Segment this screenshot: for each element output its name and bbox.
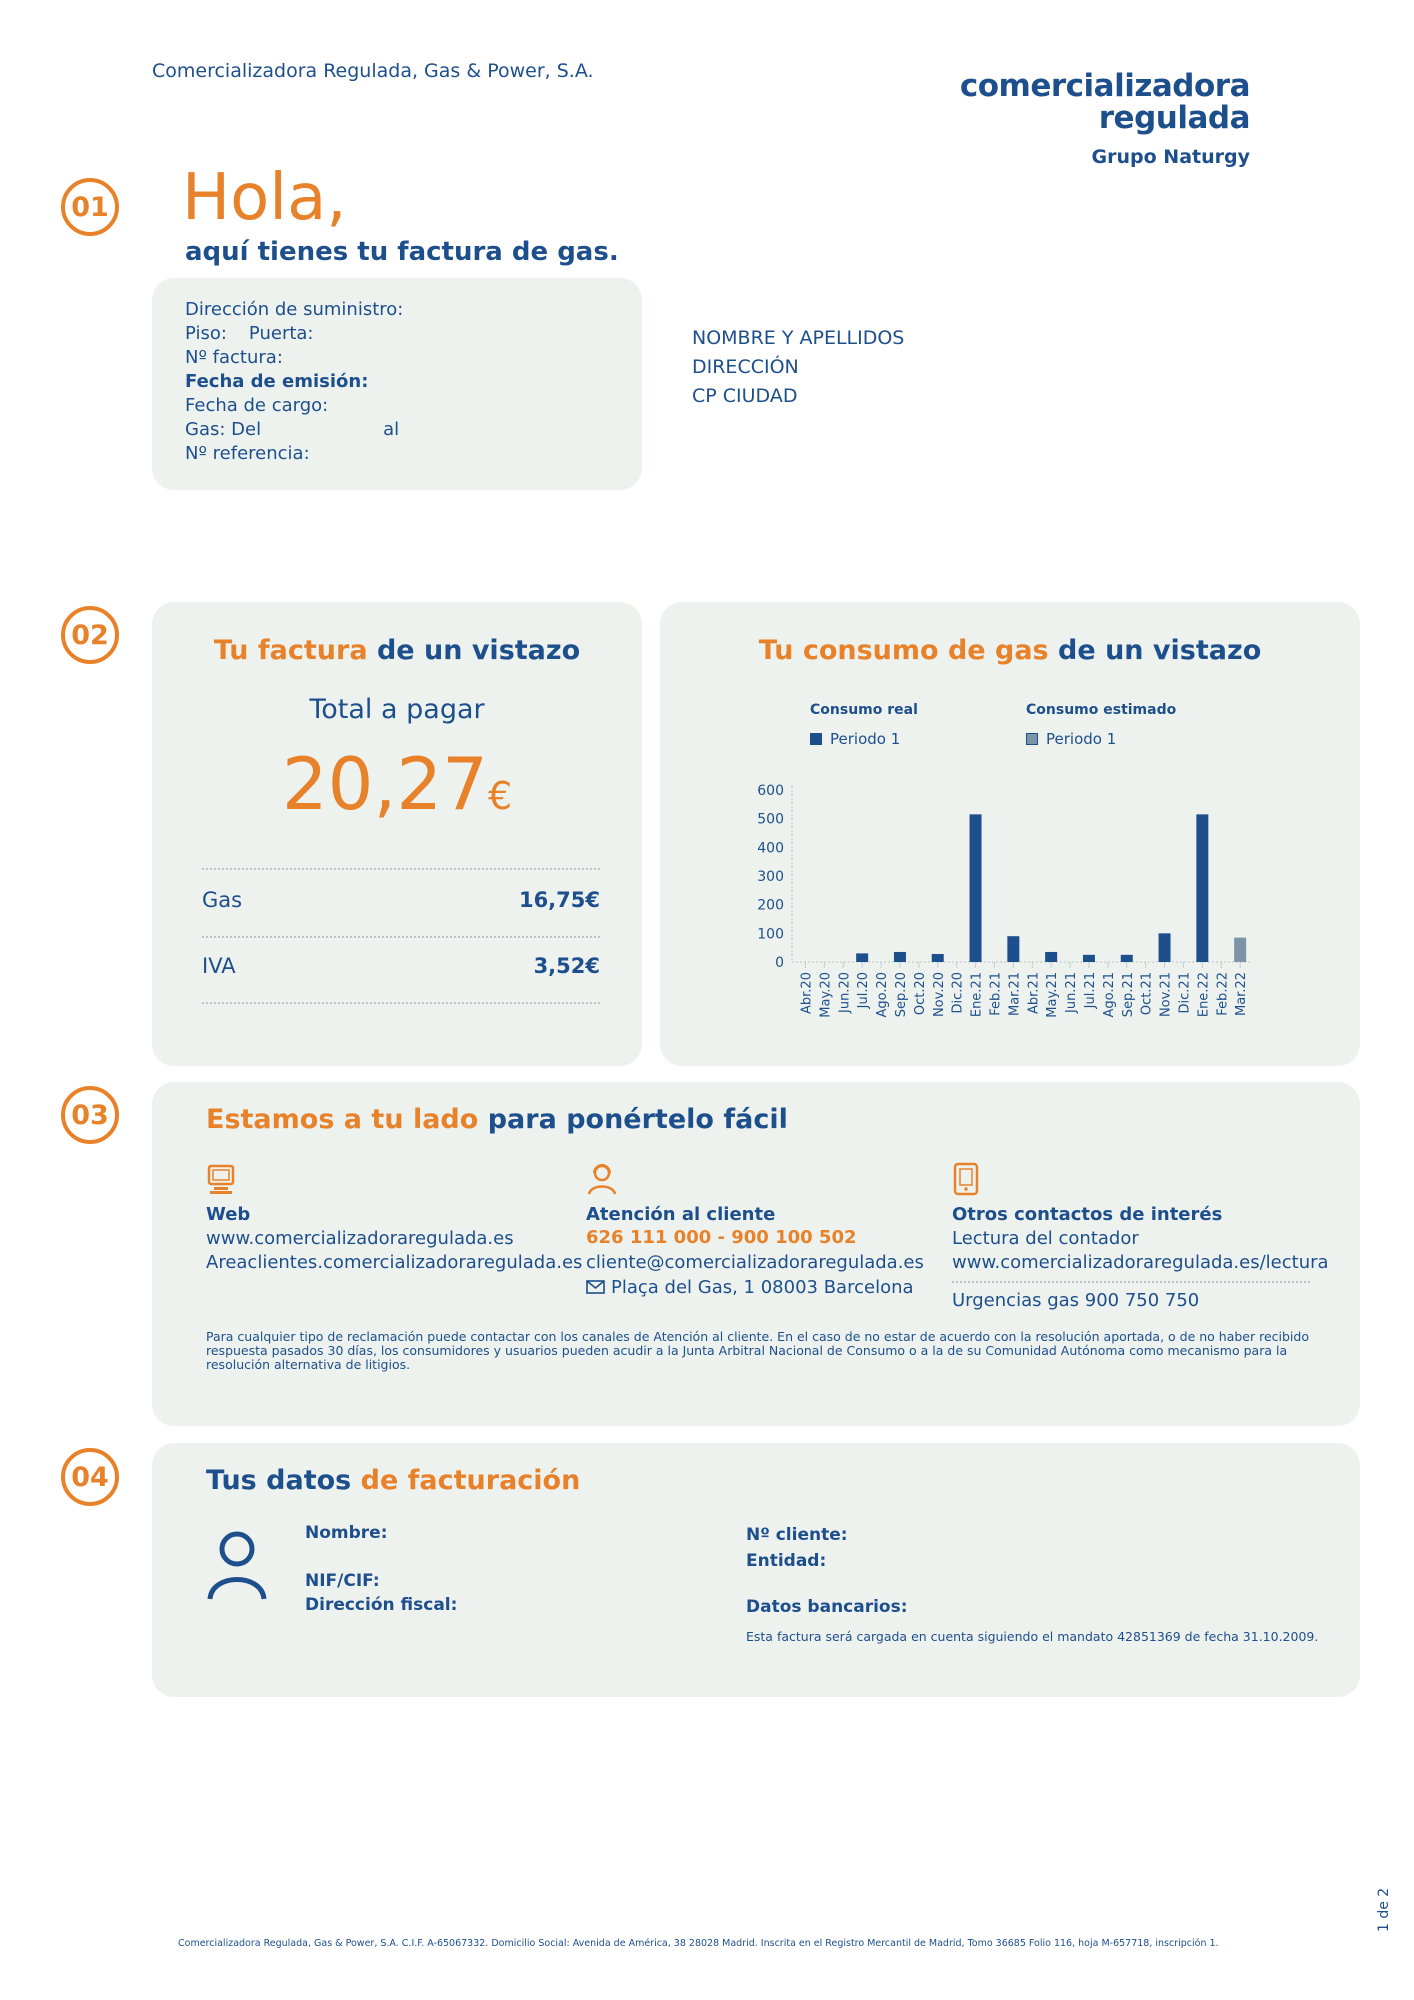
nif-label: NIF/CIF: [305,1571,380,1591]
total-amount: 20,27 [281,742,488,826]
floor-door-row [185,322,403,346]
user-icon [206,1529,268,1603]
x-tick-label: May.20 [818,972,834,1018]
bill-summary-title-blue: de un vistazo [376,635,581,666]
recipient-block [692,324,904,411]
mobile-phone-icon [952,1162,980,1196]
page-number: 1 de 2 [1376,1887,1392,1932]
bar [932,954,944,962]
legend-estimated-item-label: Periodo 1 [1046,730,1117,748]
reference-label: Nº referencia: [185,443,310,464]
emergency-phone[interactable]: Urgencias gas 900 750 750 [952,1290,1200,1311]
consumption-chart [660,602,1360,1066]
meter-reading-url[interactable]: www.comercializadoraregulada.es/lectura [952,1252,1329,1273]
iva-line-amount: 3,52€ [533,954,600,978]
total-amount-row [152,742,642,826]
web-heading: Web [206,1204,251,1225]
meter-reading-label: Lectura del contador [952,1228,1139,1249]
help-title-orange-1: Estamos a tu [206,1104,404,1135]
claims-text: Para cualquier tipo de reclamación puede contactar con los canales de Atención al cliente. En el caso de no estar de acuerdo con la resolución aportada, o de no haber recibido respuesta pasados 30 días, los consumidores y usuarios pueden acudir a la Junta Arbitral Nacional de Consumo o a la de su Comunidad Autónoma como mecanismo para la resolución alternativa de litigios. [206,1329,1309,1372]
x-tick-label: May.21 [1045,972,1061,1018]
logo-sub: Grupo Naturgy [1091,146,1250,168]
company-name: Comercializadora Regulada, Gas & Power, S.A. [152,60,594,82]
y-tick-label: 200 [757,897,784,914]
billing-panel [152,1443,1360,1697]
y-tick-label: 300 [757,869,784,885]
x-tick-label: Sep.20 [893,972,909,1018]
y-tick-label: 500 [757,811,784,828]
bar [1045,952,1057,962]
recipient-city: CP CIUDAD [692,385,798,407]
customer-phones[interactable]: 626 111 000 - 900 100 502 [586,1227,857,1248]
entity-label: Entidad: [746,1551,827,1571]
section-number-04: 04 [61,1448,119,1506]
help-panel [152,1082,1360,1426]
recipient-name: NOMBRE Y APELLIDOS [692,327,905,349]
greeting-subtitle: aquí tienes tu factura de gas. [185,237,619,267]
help-title [206,1104,788,1135]
y-tick-label: 0 [775,955,784,971]
footer-legal: Comercializadora Regulada, Gas & Power, S.A. C.I.F. A-65067332. Domicilio Social: Avenida de América, 38 28028 Madrid. Inscrita en el Registro Mercantil de Madrid, Tomo 36685 Folio 116, hoja M-657718, inscripción 1. [178,1938,1219,1949]
bank-label: Datos bancarios: [746,1597,908,1617]
consumption-title-orange: Tu consumo de gas [758,635,1049,666]
issue-date-label: Fecha de emisión: [185,371,369,392]
supply-address-label: Dirección de suministro: [185,299,404,320]
y-tick-label: 100 [757,926,784,943]
x-tick-label: Jun.20 [837,972,853,1013]
x-tick-label: Mar.21 [1007,972,1023,1017]
door-label: Puerta: [248,323,314,344]
x-tick-label: Nov.20 [931,972,947,1018]
gas-period-row [185,418,403,442]
greeting-hello: Hola, [182,161,347,235]
customer-heading: Atención al cliente [586,1204,776,1225]
x-tick-label: Jul.20 [856,972,872,1009]
billing-title [206,1465,580,1496]
bill-summary-title-orange: Tu factura [213,635,368,666]
gas-line-amount: 16,75€ [518,888,600,912]
client-number-label: Nº cliente: [746,1525,848,1545]
total-label: Total a pagar [309,694,485,725]
bar [970,814,982,962]
bar [1121,955,1133,962]
bar [1007,936,1019,962]
legend-real-heading: Consumo real [810,702,918,718]
help-title-blue: para ponértelo fácil [487,1104,788,1135]
x-tick-label: Ene.22 [1196,972,1212,1018]
y-tick-label: 400 [757,840,784,857]
divider [202,868,600,870]
recipient-address: DIRECCIÓN [692,356,799,378]
mail-icon [586,1280,605,1294]
x-tick-label: Abr.21 [1026,972,1042,1014]
logo-line2: regulada [1098,100,1250,136]
invoice-info-panel [152,278,642,490]
charge-date-label: Fecha de cargo: [185,395,329,416]
divider [952,1281,1310,1283]
x-tick-label: Oct.21 [1139,972,1155,1016]
client-area-url[interactable]: Areaclientes.comercializadoraregulada.es [206,1252,583,1273]
customer-address-row [586,1276,914,1300]
help-title-orange-2: lado [412,1104,479,1135]
bar [1159,933,1171,962]
x-tick-label: Feb.22 [1215,972,1231,1016]
x-tick-label: Abr.20 [799,972,815,1014]
billing-title-orange: de facturación [360,1465,581,1496]
bar [894,952,906,962]
x-tick-label: Jun.21 [1064,972,1080,1013]
invoice-number-label: Nº factura: [185,347,283,368]
x-tick-label: Oct.20 [912,972,928,1016]
x-tick-label: Dic.21 [1177,972,1193,1014]
x-tick-label: Ene.21 [969,972,985,1018]
gas-from-label: Gas: Del [185,419,262,440]
floor-label: Piso: [185,323,227,344]
divider [202,1002,600,1004]
divider [202,936,600,938]
logo-line1: comercializadora [959,68,1250,104]
bar [1234,938,1246,962]
section-number-03: 03 [61,1086,119,1144]
mandate-text: Esta factura será cargada en cuenta siguiendo el mandato 42851369 de fecha 31.10.2009. [746,1629,1319,1644]
bar [1083,955,1095,962]
x-tick-label: Ago.21 [1101,972,1117,1018]
gas-line-label: Gas [202,888,243,912]
brand-logo [960,70,1250,168]
x-tick-label: Ago.20 [875,972,891,1018]
customer-email[interactable]: cliente@comercializadoraregulada.es [586,1252,924,1273]
gas-to-label: al [383,419,400,440]
y-tick-label: 600 [757,783,784,799]
web-url[interactable]: www.comercializadoraregulada.es [206,1228,514,1249]
legend-estimated-heading: Consumo estimado [1026,702,1177,718]
x-tick-label: Feb.21 [988,972,1004,1016]
fiscal-address-label: Dirección fiscal: [305,1595,458,1615]
x-tick-label: Nov.21 [1158,972,1174,1018]
section-number-01: 01 [61,178,119,236]
consumption-panel [660,602,1360,1066]
legend-real-item-label: Periodo 1 [830,730,901,748]
computer-icon [206,1164,236,1196]
bill-summary-panel [152,602,642,1066]
customer-service-icon [586,1162,618,1196]
total-currency: € [487,774,513,818]
x-tick-label: Mar.22 [1234,972,1250,1017]
bar [856,953,868,962]
x-tick-label: Jul.21 [1082,972,1098,1009]
customer-address: Plaça del Gas, 1 08003 Barcelona [611,1277,914,1298]
x-tick-label: Sep.21 [1120,972,1136,1018]
consumption-title-blue: de un vistazo [1058,635,1262,666]
bar [1196,814,1208,962]
name-label: Nombre: [305,1523,388,1543]
x-tick-label: Dic.20 [950,972,966,1014]
section-number-02: 02 [61,606,119,664]
bill-summary-title [152,635,642,666]
help-title-orange [206,1104,478,1135]
other-heading: Otros contactos de interés [952,1204,1223,1225]
billing-title-blue: Tus datos [206,1465,352,1496]
iva-line-label: IVA [202,954,236,978]
